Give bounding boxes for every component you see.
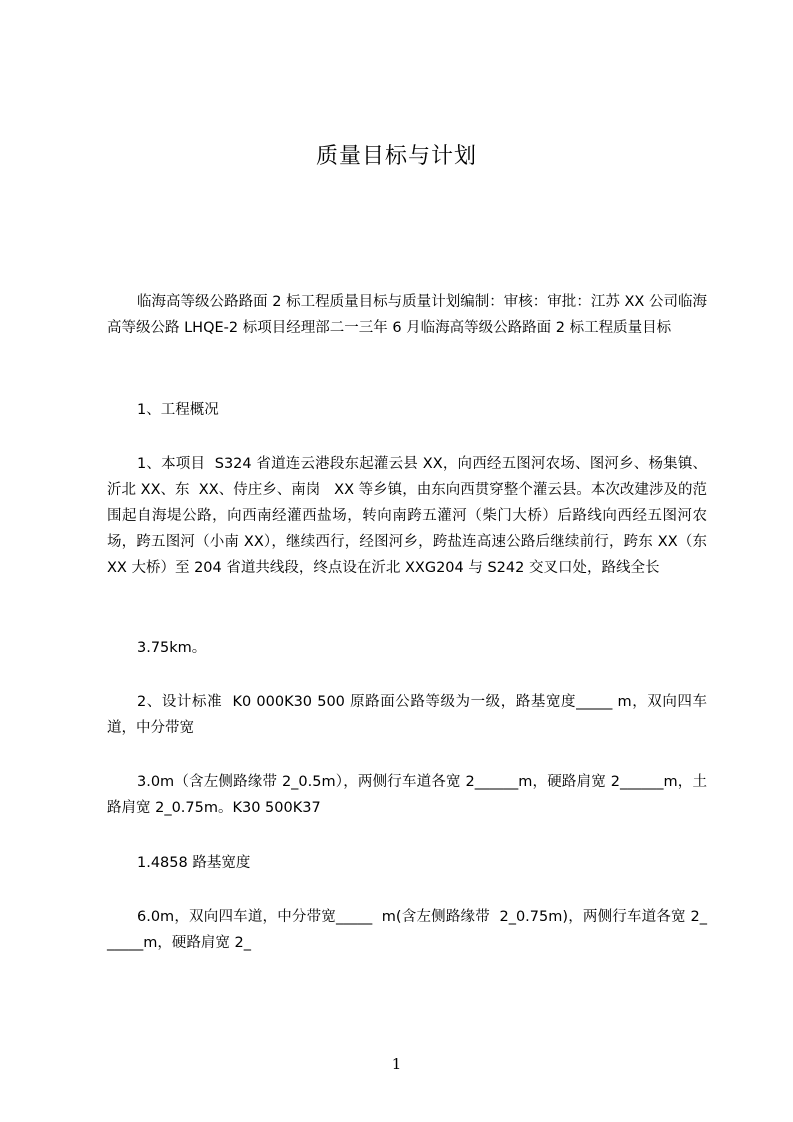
page-title: 质量目标与计划 xyxy=(315,144,477,169)
paragraph-intro: 临海高等级公路路面 2 标工程质量目标与质量计划编制：审核：审批：江苏 XX 公司临海高等级公路 LHQE-2 标项目经理部二一三年 6 月临海高等级公路路面 2 标工程质量目标 xyxy=(107,294,707,336)
paragraph-design-standard: 2、设计标准 K0 000K30 500 原路面公路等级为一级，路基宽度_____ m，双向四车道，中分带宽 xyxy=(107,694,707,736)
paragraph-lane-widths: 6.0m，双向四车道，中分带宽_____ m(含左侧路缘带 2_0.75m)，两侧行车道各宽 2______m，硬路肩宽 2_ xyxy=(107,909,707,951)
paragraph-project-description: 1、本项目 S324 省道连云港段东起灌云县 XX，向西经五图河农场、图河乡、杨集镇、沂北 XX、东 XX、侍庄乡、南岗 XX 等乡镇，由东向西贯穿整个灌云县。本次改建涉及的范围起自海堤公路，向西南经灌西盐场，转向南跨五灌河（柴门大桥）后路线向西经五图河农场，跨五图河（小南 XX），继续西行，经图河乡，跨盐连高速公路后继续前行，跨东 XX（东 XX 大桥）至 204 省道共线段，终点设在沂北 XXG204 与 S242 交叉口处，路线全长 xyxy=(107,456,712,576)
page-number: 1 xyxy=(391,1055,402,1073)
paragraph-subgrade-width: 1.4858 路基宽度 xyxy=(137,855,251,871)
section-heading-project-overview: 1、工程概况 xyxy=(137,402,219,418)
paragraph-median-width: 3.0m（含左侧路缘带 2_0.5m），两侧行车道各宽 2______m，硬路肩宽 2______m，土路肩宽 2_0.75m。K30 500K37 xyxy=(107,774,707,816)
paragraph-route-length: 3.75km。 xyxy=(137,640,207,656)
